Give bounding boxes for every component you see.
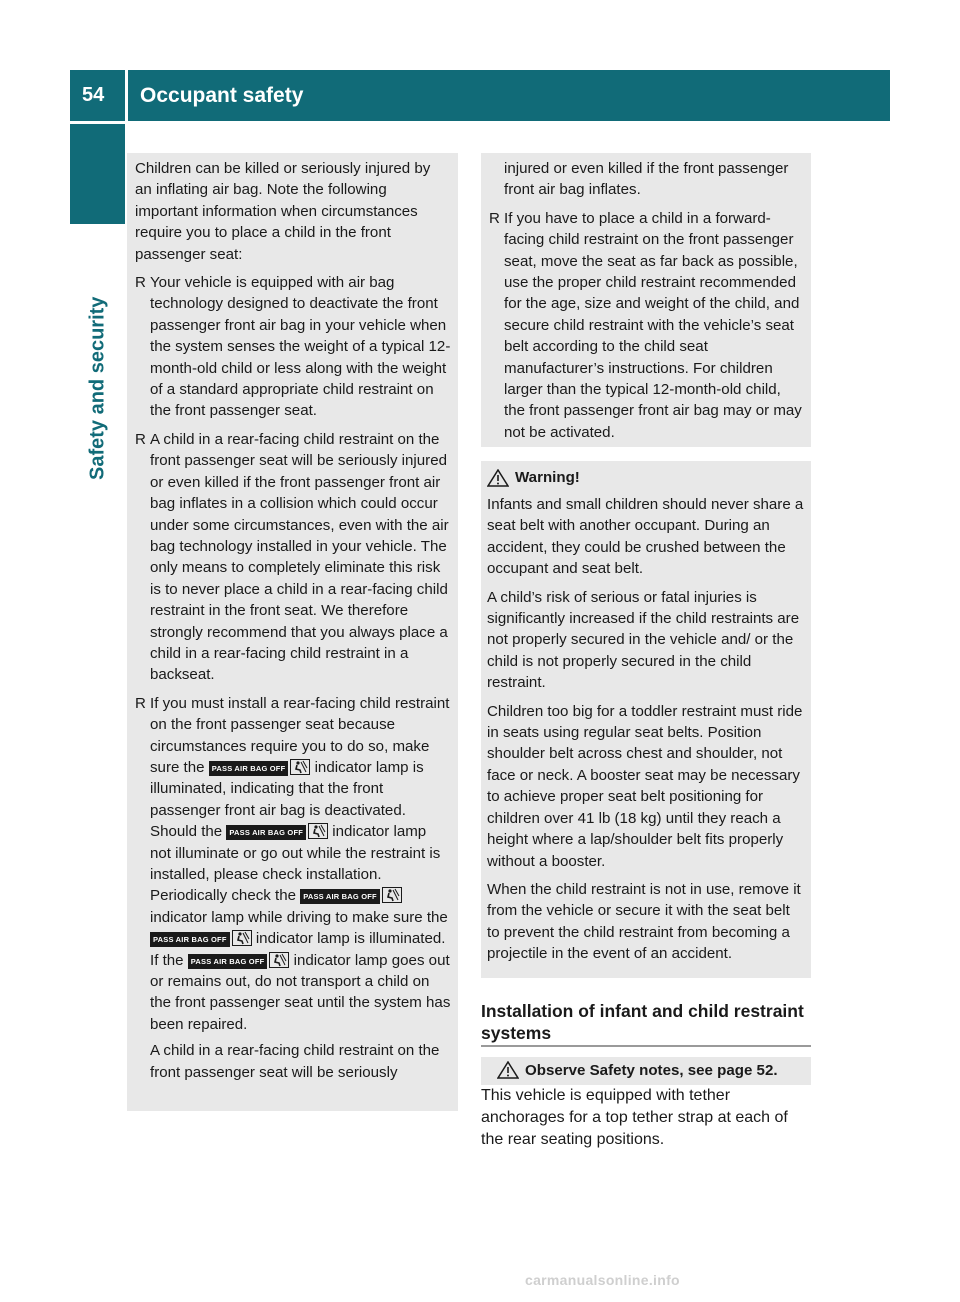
right-info-box bbox=[481, 153, 811, 447]
seat-airbag-icon bbox=[290, 759, 310, 775]
watermark-footer: carmanualsonline.info bbox=[525, 1272, 680, 1288]
seat-airbag-icon bbox=[382, 887, 402, 903]
seat-airbag-icon bbox=[308, 823, 328, 839]
bullet-text: indicator lamp goes out or remains out, do not transport a child on the front passenger seat until the system has been repaired. bbox=[150, 951, 451, 1033]
bullet-text: indicator lamp is illuminated. If the bbox=[150, 930, 446, 969]
page-title: Occupant safety bbox=[128, 70, 890, 121]
continued-text: injured or even killed if the front passenger front air bag inflates. bbox=[504, 160, 789, 199]
warning-paragraph: Infants and small children should never share a seat belt with another occupant. During an accident, they could be crushed between the occupant and seat belt. bbox=[487, 496, 804, 578]
side-tab-block bbox=[70, 124, 125, 224]
section-heading: Installation of infant and child restraint systems bbox=[481, 1001, 804, 1043]
bullet-item bbox=[135, 272, 451, 422]
bullet-text: If you have to place a child in a forward-facing child restraint on the front passenger seat, move the seat as far back as possible, use the proper child restraint recommended for the age, size and weight of the child, and secure child restraint with the vehicle’s seat belt according to the child seat manufacturer’s instructions. For children larger than the typical 12-month-old child, the front passenger front air bag may or may not be activated. bbox=[504, 209, 802, 441]
observe-note-box bbox=[481, 1057, 811, 1085]
bullet-item bbox=[135, 429, 451, 686]
seat-airbag-icon bbox=[232, 930, 252, 946]
section-body bbox=[481, 1085, 811, 1151]
bullet-text: indicator lamp while driving to make sure the bbox=[150, 908, 448, 926]
pass-air-bag-off-icon: PASS AIR BAG OFF bbox=[188, 954, 268, 969]
left-info-box bbox=[127, 153, 458, 1111]
warning-heading bbox=[487, 467, 805, 488]
pass-air-bag-off-icon: PASS AIR BAG OFF bbox=[209, 761, 289, 776]
bullet-text: A child in a rear-facing child restraint on the front passenger seat will be seriously injured or even killed if the front passenger front air bag inflates in a collision which could occur under some circumstances, even with the air bag technology installed in your vehicle. The only means to completely eliminate this risk is to never place a child in a rear-facing child restraint in the front seat. We therefore strongly recommend that you always place a child in a rear-facing child restraint in a backseat. bbox=[150, 430, 449, 684]
warning-paragraph: When the child restraint is not in use, remove it from the vehicle or secure it with the seat belt to prevent the child restraint from becoming a projectile in the event of an accident. bbox=[487, 880, 801, 963]
bullet-text: If you must install a rear-facing child restraint on the front passenger seat because circumstances require you to do so, make sure the bbox=[150, 694, 450, 776]
bullet-marker: R bbox=[135, 694, 146, 712]
bullet-text: Your vehicle is equipped with air bag technology designed to deactivate the front passenger front air bag in your vehicle when the system senses the weight of a typical 12-month-old child or less along with the weight of a standard appropriate child restraint on the front passenger seat. bbox=[150, 274, 451, 420]
section-divider bbox=[481, 1045, 811, 1047]
warning-box bbox=[481, 461, 811, 978]
warning-paragraph: A child’s risk of serious or fatal injuries is significantly increased if the child restraints are not properly secured in the vehicle and/ or the child is not properly secured in the child restraint. bbox=[487, 588, 800, 692]
side-section-label: Safety and security bbox=[86, 296, 109, 480]
observe-text: Observe Safety notes, see page 52. bbox=[525, 1061, 778, 1079]
seat-airbag-icon bbox=[269, 952, 289, 968]
observe-note bbox=[487, 1061, 805, 1079]
bullet-item bbox=[135, 693, 451, 1036]
intro-paragraph: Children can be killed or seriously injured by an inflating air bag. Note the following important information when circumstances require you to place a child in the front passenger seat: bbox=[135, 160, 431, 263]
bullet-text: indicator lamp is illuminated, indicating that the front passenger front air bag is deactivated. Should the bbox=[150, 758, 424, 841]
warning-triangle-icon bbox=[497, 1061, 519, 1079]
bullet-item bbox=[489, 208, 805, 443]
page-number: 54 bbox=[70, 70, 125, 121]
warning-paragraph: Children too big for a toddler restraint must ride in seats using regular seat belts. Position shoulder belt across chest and shoulder, not face or neck. A booster seat may be necessary to achieve proper seat belt positioning for children over 41 lb (18 kg) until they reach a height where a lap/shoulder belt fits properly without a booster. bbox=[487, 702, 803, 870]
pass-air-bag-off-icon: PASS AIR BAG OFF bbox=[150, 932, 230, 947]
bullet-marker: R bbox=[135, 430, 146, 448]
bullet-text: indicator lamp not illuminate or go out while the restraint is installed, please check installation. Periodically check the bbox=[150, 823, 441, 905]
pass-air-bag-off-icon: PASS AIR BAG OFF bbox=[300, 889, 380, 904]
warning-title: Warning! bbox=[515, 469, 580, 486]
bullet-marker: R bbox=[489, 209, 500, 227]
bullet-marker: R bbox=[135, 274, 146, 292]
warning-triangle-icon bbox=[487, 469, 509, 487]
body-paragraph: This vehicle is equipped with tether anchorages for a top tether strap at each of the rear seating positions. bbox=[481, 1087, 788, 1148]
pass-air-bag-off-icon: PASS AIR BAG OFF bbox=[226, 825, 306, 840]
bullet-continuation: A child in a rear-facing child restraint on the front passenger seat will be seriously bbox=[150, 1042, 440, 1081]
